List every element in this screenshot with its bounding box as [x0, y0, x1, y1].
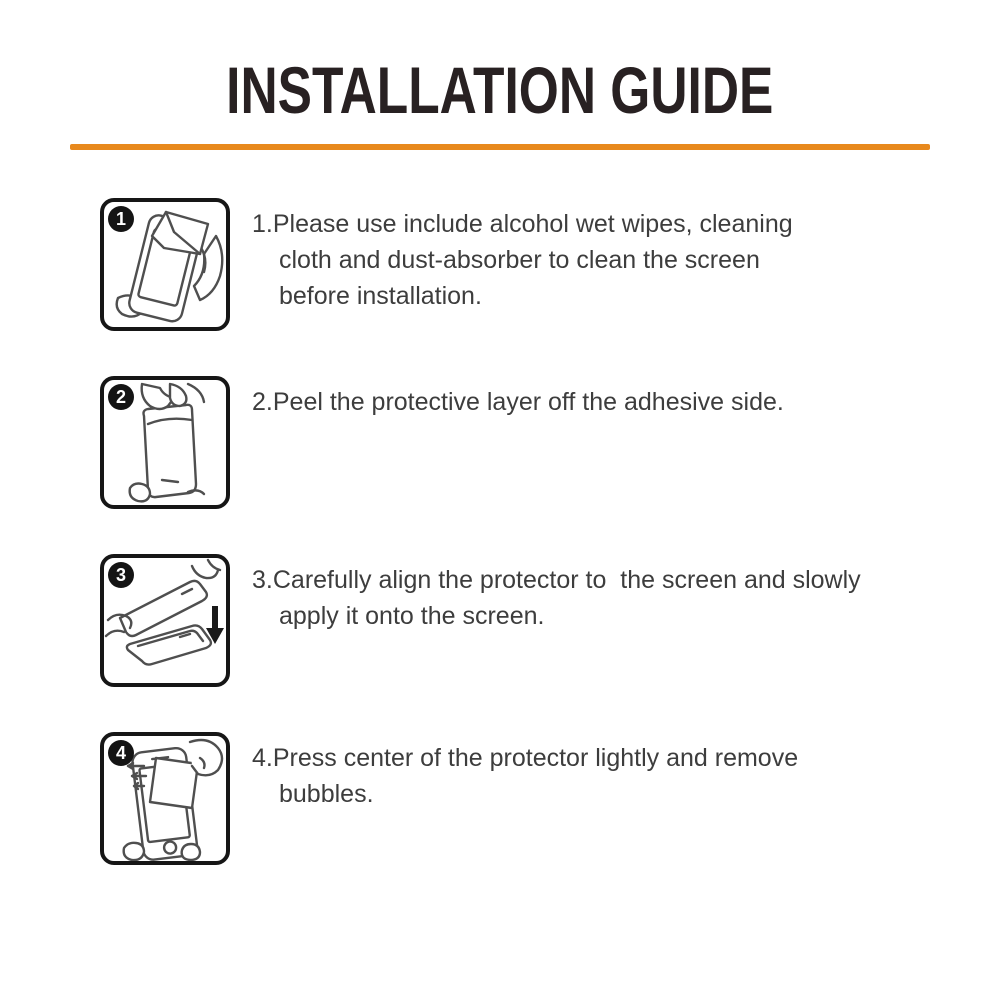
step-line [252, 562, 861, 598]
title-divider [70, 144, 930, 150]
step-row [100, 198, 1000, 331]
step-text [252, 554, 861, 634]
step-illustration-box [100, 554, 230, 687]
step-line [252, 384, 784, 420]
step-number-badge: 4 [108, 740, 134, 766]
step-number-prefix: 1. [252, 210, 273, 238]
step-text [252, 376, 784, 420]
step-illustration-box [100, 376, 230, 509]
step-line-text: Carefully align the protector to the screen and slowly [272, 566, 861, 594]
steps-list [0, 198, 1000, 865]
step-number-prefix: 2. [252, 388, 273, 416]
step-line-text: Please use include alcohol wet wipes, cleaning [272, 210, 793, 238]
step-number-badge: 2 [108, 384, 134, 410]
step-line: before installation. [279, 282, 482, 310]
step-line-text: Peel the protective layer off the adhesive side. [272, 388, 784, 416]
step-line [252, 740, 798, 776]
step-number-prefix: 3. [252, 566, 273, 594]
step-line [252, 206, 793, 242]
step-line-text: Press center of the protector lightly and remove [272, 744, 799, 772]
header [0, 52, 1000, 128]
step-illustration-box [100, 198, 230, 331]
step-text [252, 198, 793, 314]
page-title: INSTALLATION GUIDE [226, 53, 774, 127]
step-line: cloth and dust-absorber to clean the screen [279, 246, 760, 274]
step-illustration-box [100, 732, 230, 865]
step-number-prefix: 4. [252, 744, 273, 772]
step-line: apply it onto the screen. [279, 602, 545, 630]
step-row [100, 376, 1000, 509]
step-line: bubbles. [279, 780, 374, 808]
step-row [100, 732, 1000, 865]
step-number-badge: 1 [108, 206, 134, 232]
step-row [100, 554, 1000, 687]
step-text [252, 732, 798, 812]
step-number-badge: 3 [108, 562, 134, 588]
